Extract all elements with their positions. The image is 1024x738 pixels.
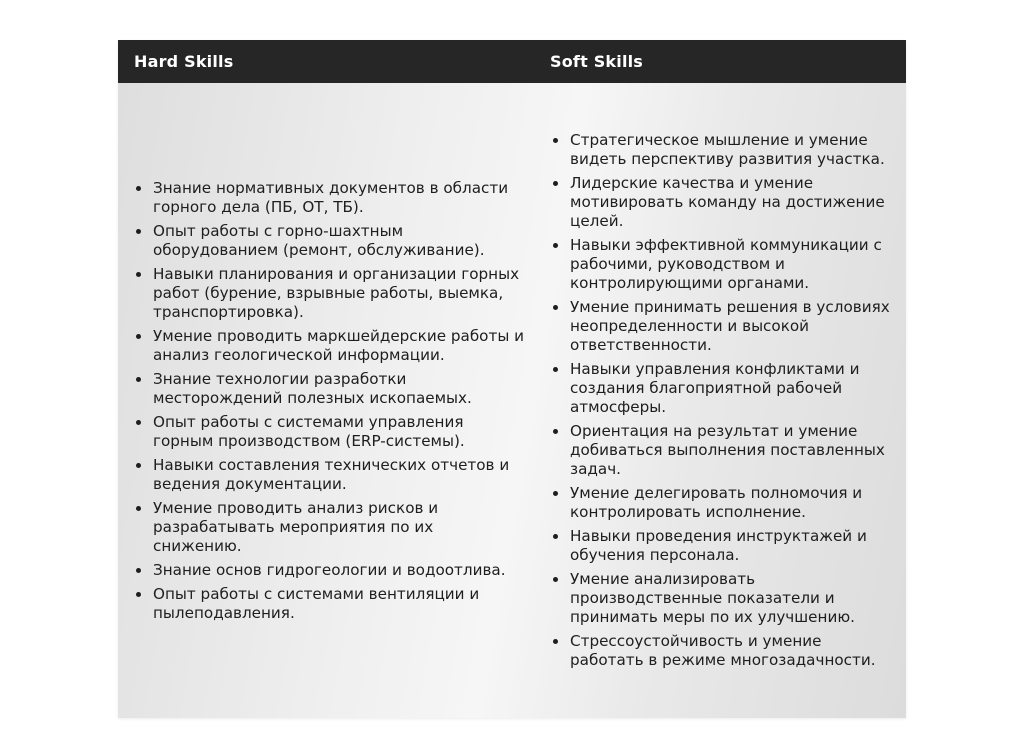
hard-skill-item: Знание основ гидрогеологии и водоотлива. <box>134 561 524 580</box>
soft-skill-item: Умение анализировать производственные показатели и принимать меры по их улучшению. <box>551 570 896 627</box>
soft-skills-cell <box>551 83 896 718</box>
hard-skill-item: Знание нормативных документов в области горного дела (ПБ, ОТ, ТБ). <box>134 179 524 217</box>
hard-skill-item: Знание технологии разработки месторождений полезных ископаемых. <box>134 370 524 408</box>
soft-skill-item: Стрессоустойчивость и умение работать в режиме многозадачности. <box>551 632 896 670</box>
soft-skill-item: Ориентация на результат и умение добиваться выполнения поставленных задач. <box>551 422 896 479</box>
soft-skill-item: Умение делегировать полномочия и контролировать исполнение. <box>551 484 896 522</box>
hard-skill-item: Умение проводить маркшейдерские работы и анализ геологической информации. <box>134 327 524 365</box>
table-body <box>118 83 906 718</box>
soft-skill-item: Стратегическое мышление и умение видеть перспективу развития участка. <box>551 131 896 169</box>
hard-skill-item: Навыки составления технических отчетов и ведения документации. <box>134 456 524 494</box>
soft-skill-item: Навыки управления конфликтами и создания благоприятной рабочей атмосферы. <box>551 360 896 417</box>
hard-skill-item: Умение проводить анализ рисков и разрабатывать мероприятия по их снижению. <box>134 499 524 556</box>
hard-skill-item: Опыт работы с горно-шахтным оборудованием (ремонт, обслуживание). <box>134 222 524 260</box>
soft-skills-list <box>551 131 896 670</box>
hard-skill-item: Опыт работы с системами управления горным производством (ERP-системы). <box>134 413 524 451</box>
skills-table <box>118 40 906 718</box>
table-header <box>118 40 906 83</box>
header-soft-skills: Soft Skills <box>550 52 644 71</box>
hard-skills-list <box>134 179 524 623</box>
soft-skill-item: Лидерские качества и умение мотивировать команду на достижение целей. <box>551 174 896 231</box>
hard-skills-cell <box>134 83 524 718</box>
hard-skill-item: Навыки планирования и организации горных работ (бурение, взрывные работы, выемка, транспортировка). <box>134 265 524 322</box>
soft-skill-item: Умение принимать решения в условиях неопределенности и высокой ответственности. <box>551 298 896 355</box>
header-hard-skills: Hard Skills <box>134 52 234 71</box>
soft-skill-item: Навыки проведения инструктажей и обучения персонала. <box>551 527 896 565</box>
soft-skill-item: Навыки эффективной коммуникации с рабочими, руководством и контролирующими органами. <box>551 236 896 293</box>
hard-skill-item: Опыт работы с системами вентиляции и пылеподавления. <box>134 585 524 623</box>
